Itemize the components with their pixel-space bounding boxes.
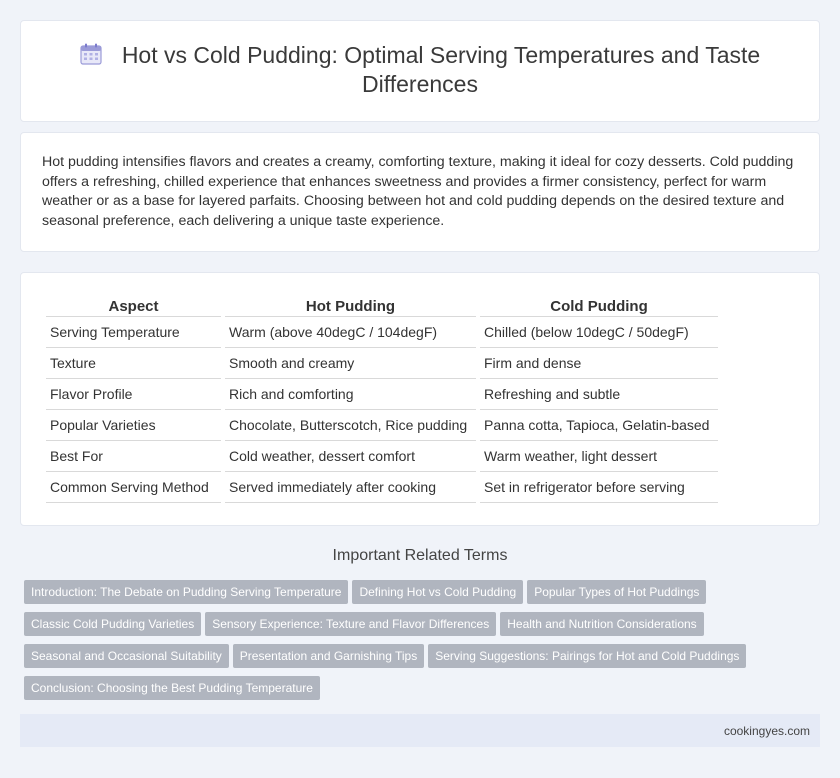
table-row [46,441,718,472]
table-header-row [46,297,718,317]
intro-paragraph: Hot pudding intensifies flavors and creates a creamy, comforting texture, making it ideal for cozy desserts. Cold pudding offers a refreshing, chilled experience that enhances sweetness and provides a firmer consistency, perfect for warm weather or as a base for layered parfaits. Choosing between hot and cold pudding depends on the desired texture and seasonal preference, each delivering a unique taste experience. [42,154,794,229]
table-row [46,379,718,410]
related-term-tag[interactable]: Health and Nutrition Considerations [500,612,703,636]
table-cell: Serving Temperature [46,317,221,348]
table-cell: Best For [46,441,221,472]
table-cell: Chilled (below 10degC / 50degF) [480,317,718,348]
column-header-hot: Hot Pudding [225,297,476,317]
related-terms-row [24,612,824,644]
related-term-tag[interactable]: Defining Hot vs Cold Pudding [352,580,523,604]
column-header-aspect: Aspect [46,297,221,317]
footer-source: cookingyes.com [723,724,810,738]
comparison-card [20,272,820,526]
related-term-tag[interactable]: Seasonal and Occasional Suitability [24,644,229,668]
table-cell: Firm and dense [480,348,718,379]
calendar-icon [80,43,102,65]
table-cell: Flavor Profile [46,379,221,410]
related-terms-row [24,644,824,676]
table-cell: Served immediately after cooking [225,472,476,503]
related-term-tag[interactable]: Introduction: The Debate on Pudding Serving Temperature [24,580,348,604]
table-cell: Common Serving Method [46,472,221,503]
related-terms-list [24,580,824,708]
table-cell: Texture [46,348,221,379]
related-term-tag[interactable]: Conclusion: Choosing the Best Pudding Temperature [24,676,320,700]
related-term-tag[interactable]: Classic Cold Pudding Varieties [24,612,201,636]
table-cell: Smooth and creamy [225,348,476,379]
table-cell: Refreshing and subtle [480,379,718,410]
table-cell: Warm (above 40degC / 104degF) [225,317,476,348]
related-terms-row [24,676,824,708]
table-cell: Set in refrigerator before serving [480,472,718,503]
related-terms-title: Important Related Terms [332,547,508,564]
page-title-text: Hot vs Cold Pudding: Optimal Serving Temperatures and Taste Differences [121,42,761,97]
page-title [21,41,819,99]
table-cell: Warm weather, light dessert [480,441,718,472]
comparison-table [42,297,722,503]
related-term-tag[interactable]: Presentation and Garnishing Tips [233,644,424,668]
table-row [46,472,718,503]
related-term-tag[interactable]: Sensory Experience: Texture and Flavor Differences [205,612,496,636]
table-cell: Panna cotta, Tapioca, Gelatin-based [480,410,718,441]
intro-card [20,132,820,252]
table-cell: Cold weather, dessert comfort [225,441,476,472]
related-term-tag[interactable]: Serving Suggestions: Pairings for Hot and Cold Puddings [428,644,746,668]
related-terms-row [24,580,824,612]
footer-bar [20,714,820,747]
table-cell: Rich and comforting [225,379,476,410]
table-cell: Chocolate, Butterscotch, Rice pudding [225,410,476,441]
title-card [20,20,820,122]
table-row [46,348,718,379]
table-row [46,410,718,441]
related-term-tag[interactable]: Popular Types of Hot Puddings [527,580,706,604]
table-row [46,317,718,348]
column-header-cold: Cold Pudding [480,297,718,317]
table-cell: Popular Varieties [46,410,221,441]
